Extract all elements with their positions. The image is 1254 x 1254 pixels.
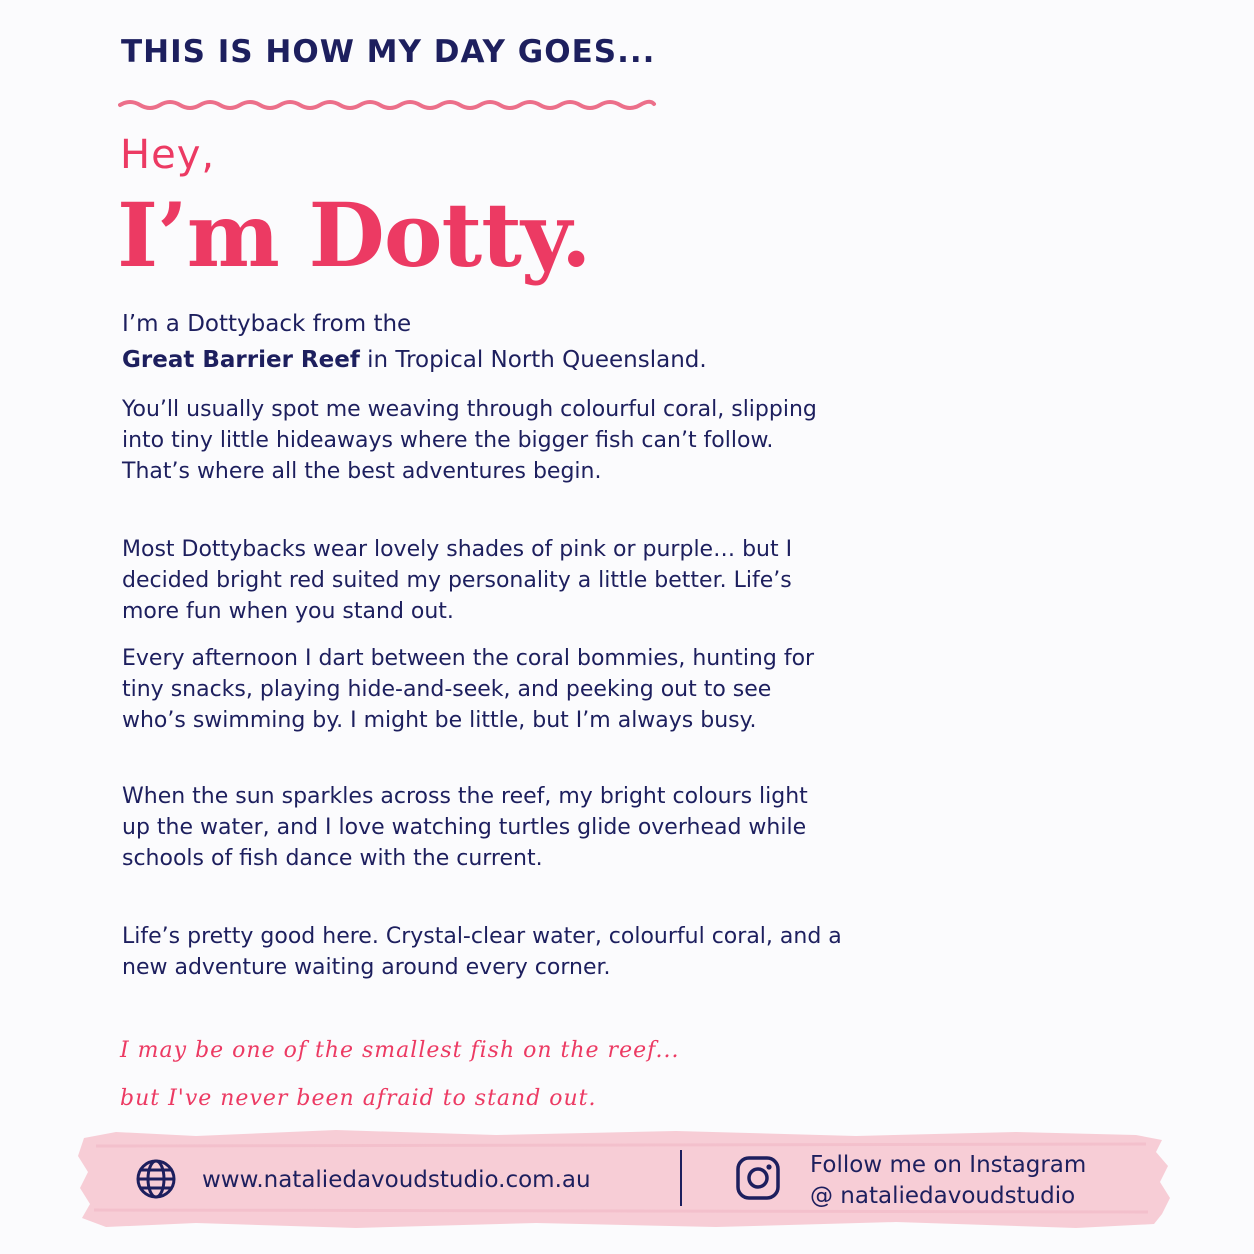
paragraph-3: Every afternoon I dart between the coral bommies, hunting for tiny snacks, playing hide-and-seek, and peeking out to see who’s swimming by. I might be little, but I’m always busy. xyxy=(122,646,815,733)
paragraph-2: Most Dottybacks wear lovely shades of pink or purple… but I decided bright red suited my personality a little better. Life’s more fun when you stand out. xyxy=(122,537,793,624)
instagram-follow[interactable] xyxy=(810,1150,1086,1212)
quote-line-2: but I've never been afraid to stand out. xyxy=(120,1086,597,1111)
paragraph-4: When the sun sparkles across the reef, my bright colours light up the water, and I love watching turtles glide overhead while schools of fish dance with the current. xyxy=(122,784,808,871)
globe-icon xyxy=(135,1158,177,1200)
follow-label: Follow me on Instagram xyxy=(810,1152,1087,1178)
squiggle-divider xyxy=(118,96,658,114)
intro-line-1: I’m a Dottyback from the xyxy=(122,311,412,337)
website-link[interactable]: www.nataliedavoudstudio.com.au xyxy=(202,1167,591,1193)
paragraph-1: You’ll usually spot me weaving through colourful coral, slipping into tiny little hideaways where the bigger fish can’t follow. That’s where all the best adventures begin. xyxy=(122,397,817,484)
intro-place-rest: in Tropical North Queensland. xyxy=(359,347,707,373)
page-title: I’m Dotty. xyxy=(117,183,591,287)
footer-divider xyxy=(680,1150,682,1206)
instagram-handle[interactable]: @ nataliedavoudstudio xyxy=(810,1183,1076,1209)
intro-place-bold: Great Barrier Reef xyxy=(122,347,360,373)
section-heading: THIS IS HOW MY DAY GOES... xyxy=(121,34,656,70)
intro-text xyxy=(122,306,842,378)
quote-line-1: I may be one of the smallest fish on the reef... xyxy=(120,1038,680,1063)
paragraph-5: Life’s pretty good here. Crystal-clear water, colourful coral, and a new adventure waiting around every corner. xyxy=(122,924,842,980)
greeting: Hey, xyxy=(120,132,216,178)
instagram-icon[interactable] xyxy=(735,1155,781,1201)
